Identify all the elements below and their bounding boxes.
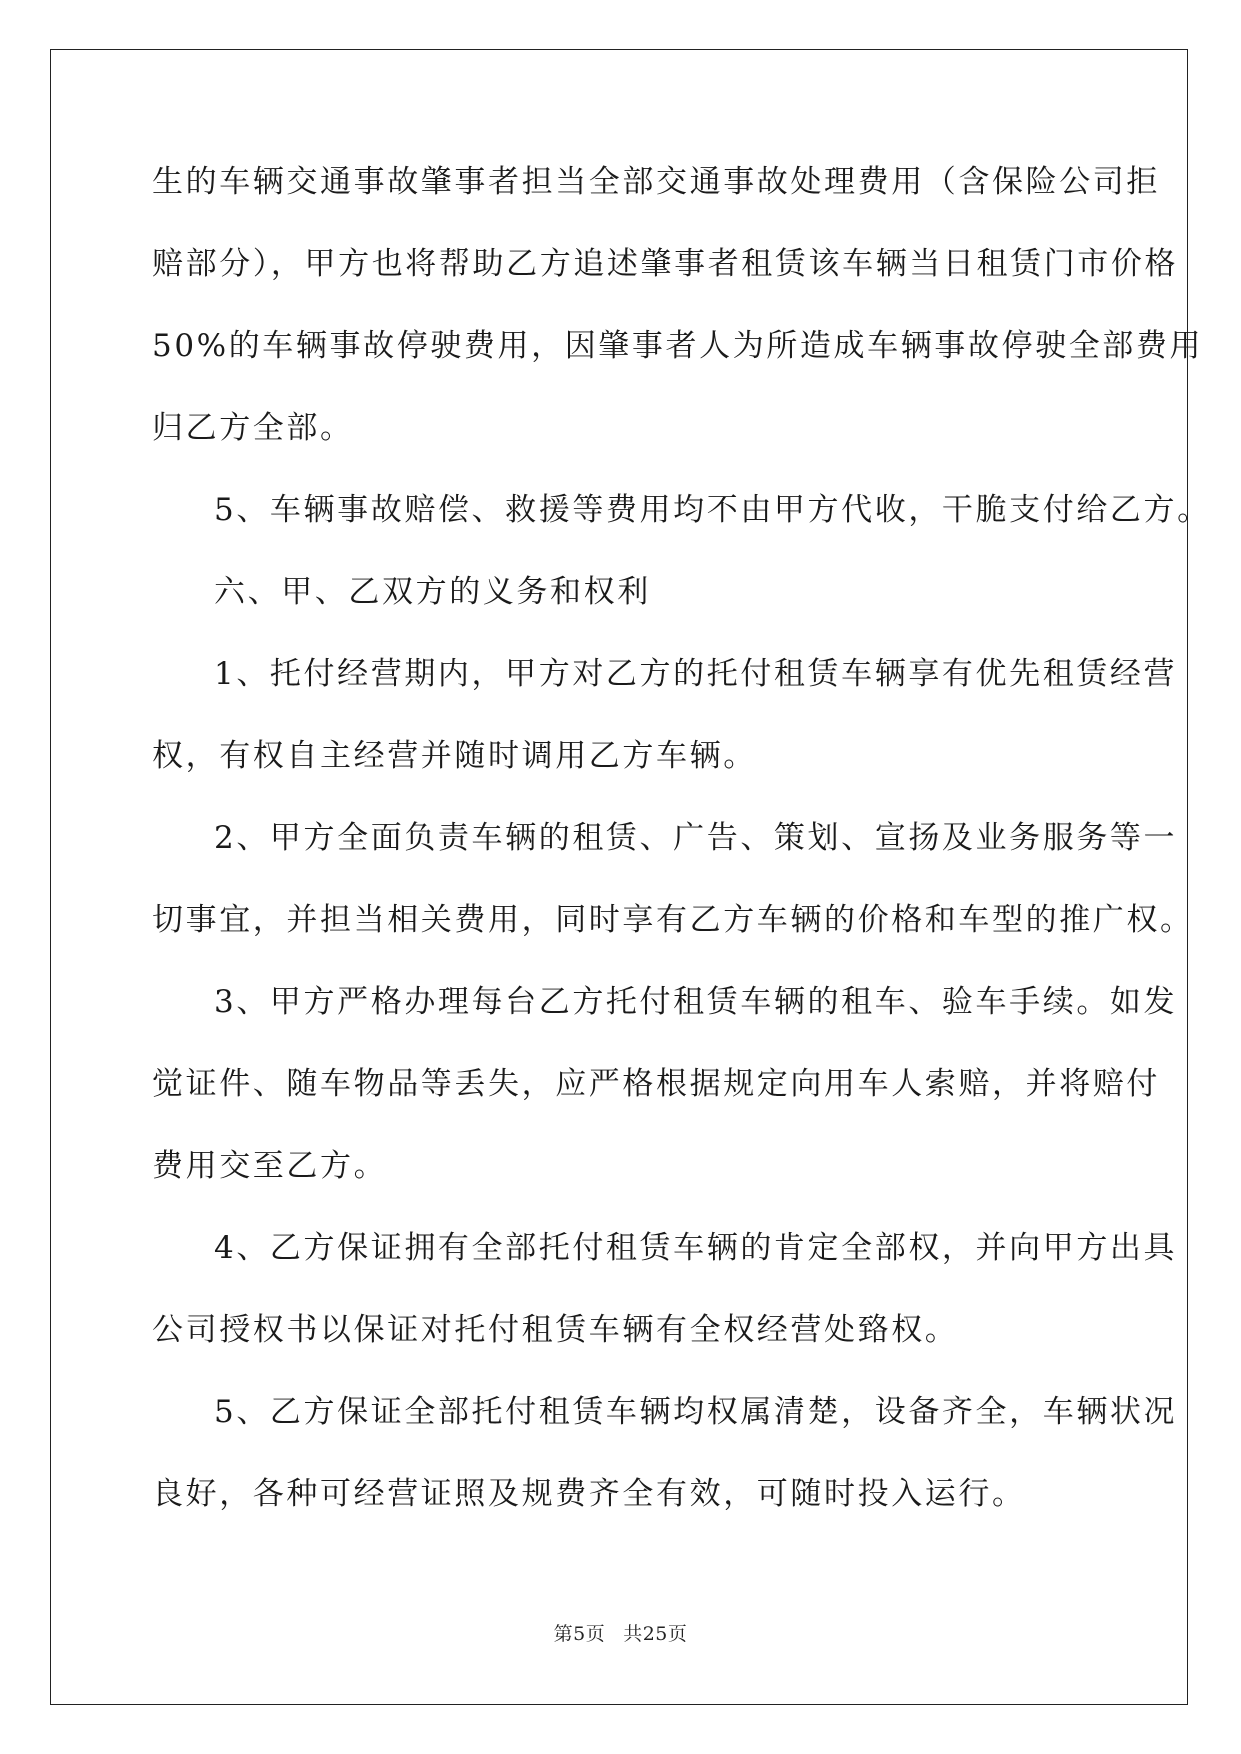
page-suffix: 页: [585, 1623, 606, 1645]
document-body: [152, 160, 1211, 1554]
text-line: 觉证件、随车物品等丢失，应严格根据规定向用车人索赔，并将赔付: [152, 1066, 1160, 1102]
total-label: 共: [623, 1623, 643, 1645]
text-line: 切事宜，并担当相关费用，同时享有乙方车辆的价格和车型的推广权。: [152, 902, 1194, 938]
text-line: 良好，各种可经营证照及规费齐全有效，可随时投入运行。: [152, 1476, 1026, 1512]
page-footer: [0, 1622, 1241, 1646]
text-line: 公司授权书以保证对托付租赁车辆有全权经营处臵权。: [152, 1312, 959, 1348]
text-line: 3、甲方严格办理每台乙方托付租赁车辆的租车、验车手续。如发: [214, 984, 1178, 1020]
text-line: 5、车辆事故赔偿、救援等费用均不由甲方代收，干脆支付给乙方。: [214, 492, 1211, 528]
text-line: 生的车辆交通事故肇事者担当全部交通事故处理费用（含保险公司拒: [152, 164, 1160, 200]
text-line: 5、乙方保证全部托付租赁车辆均权属清楚，设备齐全，车辆状况: [214, 1394, 1178, 1430]
text-line: 权，有权自主经营并随时调用乙方车辆。: [152, 738, 757, 774]
text-line: 50%的车辆事故停驶费用，因肇事者人为所造成车辆事故停驶全部费用: [152, 328, 1204, 364]
page-number: 5: [573, 1623, 586, 1645]
text-line: 归乙方全部。: [152, 410, 354, 446]
page-label: 第: [553, 1623, 574, 1645]
text-line: 赔部分），甲方也将帮助乙方追述肇事者租赁该车辆当日租赁门市价格: [152, 246, 1179, 282]
total-suffix: 页: [667, 1623, 688, 1645]
total-pages: 25: [642, 1623, 668, 1645]
text-line: 2、甲方全面负责车辆的租赁、广告、策划、宣扬及业务服务等一: [214, 820, 1178, 856]
text-line: 费用交至乙方。: [152, 1148, 388, 1184]
section-heading: 六、甲、乙双方的义务和权利: [214, 574, 651, 610]
text-line: 1、托付经营期内，甲方对乙方的托付租赁车辆享有优先租赁经营: [214, 656, 1178, 692]
text-line: 4、乙方保证拥有全部托付租赁车辆的肯定全部权，并向甲方出具: [214, 1230, 1178, 1266]
